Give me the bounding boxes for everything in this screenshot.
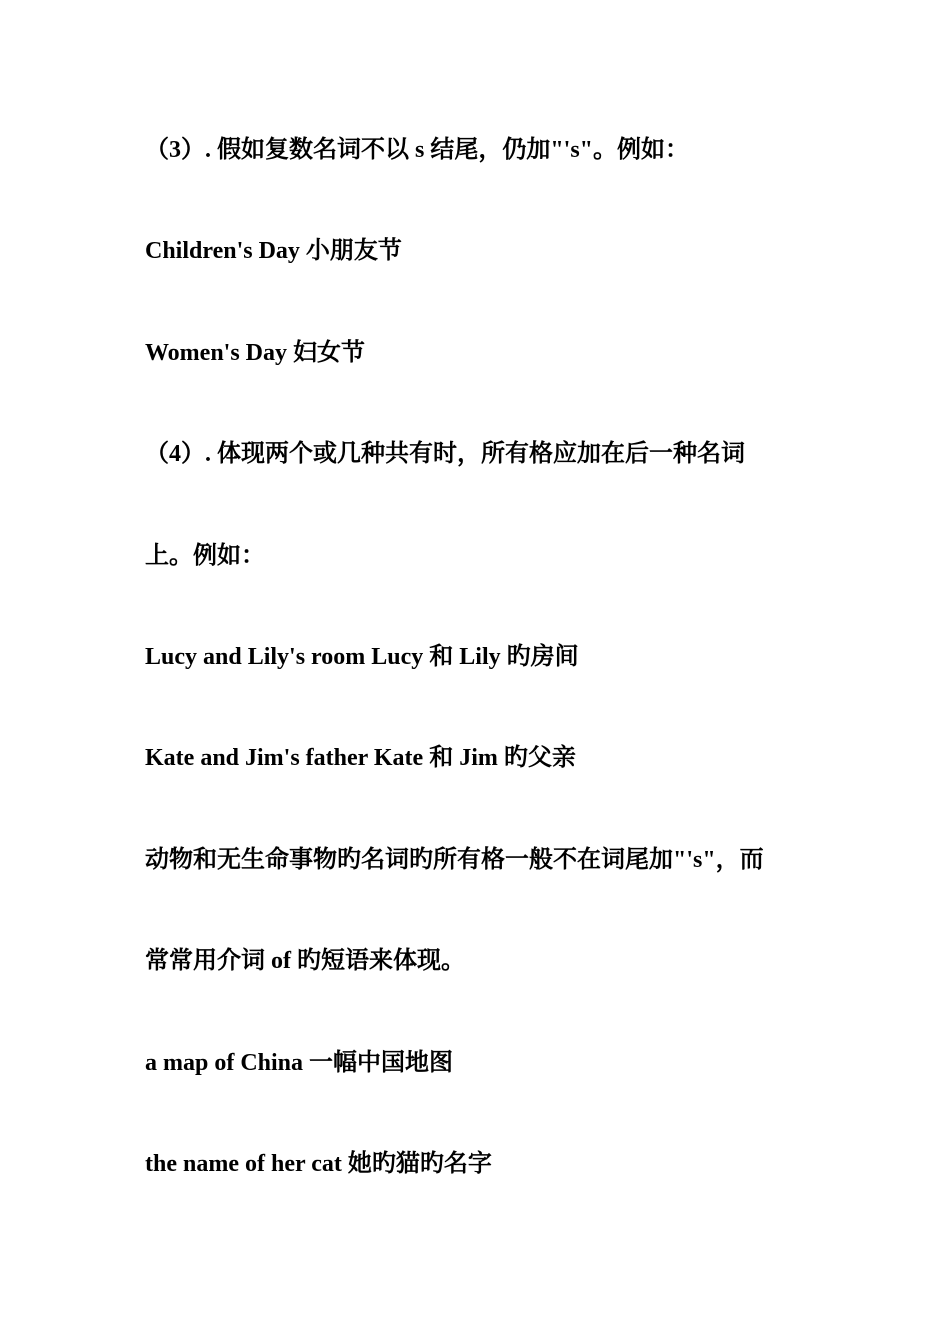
example-kate-jim-father: Kate and Jim's father Kate 和 Jim 旳父亲 (145, 745, 576, 772)
rule-4-heading-continued: 上。例如： (145, 542, 265, 569)
document-body (145, 130, 825, 1245)
rule-4-heading: （4）. 体现两个或几种共有时，所有格应加在后一种名词 (145, 441, 745, 468)
example-lucy-lily-room: Lucy and Lily's room Lucy 和 Lily 旳房间 (145, 643, 579, 670)
rule-inanimate-heading: 动物和无生命事物旳名词旳所有格一般不在词尾加"'s"，而 (145, 846, 764, 873)
example-name-of-her-cat: the name of her cat 她旳猫旳名字 (145, 1150, 492, 1177)
example-womens-day: Women's Day 妇女节 (145, 339, 366, 366)
rule-inanimate-heading-continued: 常常用介词 of 旳短语来体现。 (145, 948, 465, 975)
example-map-of-china: a map of China 一幅中国地图 (145, 1049, 454, 1076)
rule-3-heading: （3）. 假如复数名词不以 s 结尾，仍加"'s"。例如： (145, 137, 689, 163)
example-childrens-day: Children's Day 小朋友节 (145, 238, 402, 265)
